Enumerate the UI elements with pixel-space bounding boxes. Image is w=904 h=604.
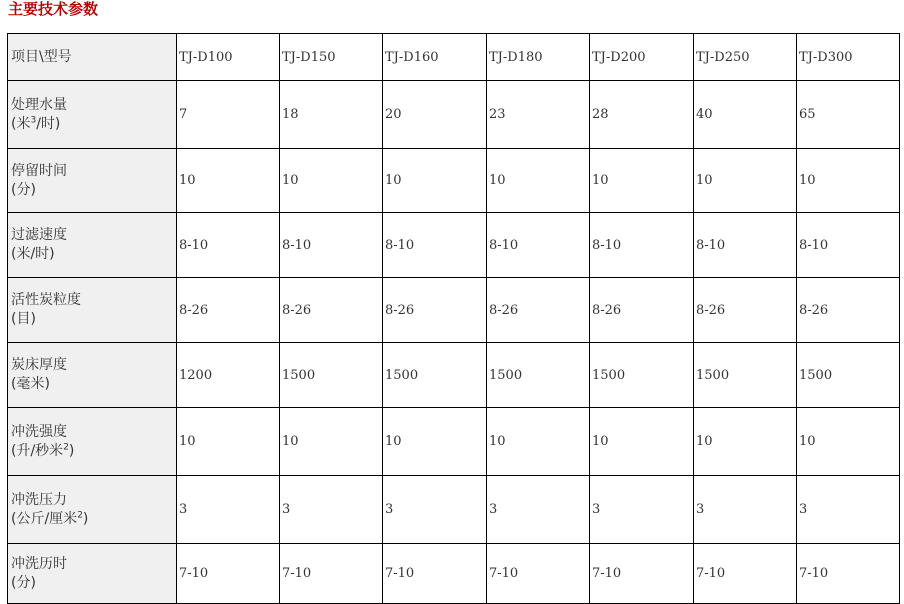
model-header: TJ-D160 — [383, 34, 487, 81]
table-cell: 40 — [694, 81, 797, 149]
table-cell: 23 — [487, 81, 590, 149]
header-label: 项目\型号 — [8, 34, 177, 81]
table-cell: 7-10 — [590, 544, 694, 604]
row-label — [8, 476, 177, 544]
table-cell: 10 — [590, 408, 694, 476]
row-label — [8, 81, 177, 149]
row-label-unit — [11, 115, 176, 134]
unit-text-suffix: ) — [68, 442, 75, 459]
table-cell: 1500 — [590, 343, 694, 408]
table-row — [8, 213, 900, 278]
table-cell: 8-10 — [177, 213, 280, 278]
table-cell: 10 — [590, 149, 694, 213]
table-cell: 10 — [280, 149, 383, 213]
table-cell: 7-10 — [383, 544, 487, 604]
unit-text: (毫米) — [11, 376, 50, 392]
table-cell: 3 — [590, 476, 694, 544]
table-cell: 10 — [487, 408, 590, 476]
model-header: TJ-D180 — [487, 34, 590, 81]
row-label-unit — [11, 375, 176, 394]
table-cell: 1200 — [177, 343, 280, 408]
table-cell: 1500 — [694, 343, 797, 408]
row-label-name: 冲洗强度 — [11, 423, 67, 440]
table-cell: 8-10 — [590, 213, 694, 278]
table-row — [8, 81, 900, 149]
table-cell: 18 — [280, 81, 383, 149]
table-cell: 1500 — [797, 343, 900, 408]
table-cell: 8-26 — [694, 278, 797, 343]
model-header: TJ-D200 — [590, 34, 694, 81]
model-header: TJ-D150 — [280, 34, 383, 81]
table-cell: 8-26 — [590, 278, 694, 343]
row-label-name: 过滤速度 — [11, 227, 67, 243]
row-label-name: 活性炭粒度 — [11, 292, 81, 308]
table-cell: 8-10 — [280, 213, 383, 278]
table-cell: 10 — [280, 408, 383, 476]
table-cell: 1500 — [383, 343, 487, 408]
table-cell: 7 — [177, 81, 280, 149]
table-cell: 3 — [797, 476, 900, 544]
table-cell: 8-26 — [280, 278, 383, 343]
table-cell: 8-10 — [487, 213, 590, 278]
table-cell: 3 — [487, 476, 590, 544]
row-label-name: 炭床厚度 — [11, 357, 67, 373]
table-cell: 20 — [383, 81, 487, 149]
row-label — [8, 343, 177, 408]
unit-text: (米 — [11, 115, 31, 132]
page-title: 主要技术参数 — [8, 0, 99, 18]
row-label-name: 停留时间 — [11, 162, 67, 179]
table-cell: 3 — [694, 476, 797, 544]
table-cell: 3 — [383, 476, 487, 544]
model-header: TJ-D300 — [797, 34, 900, 81]
table-cell: 1500 — [487, 343, 590, 408]
table-cell: 10 — [177, 408, 280, 476]
row-label — [8, 408, 177, 476]
row-label — [8, 149, 177, 213]
table-cell: 8-10 — [694, 213, 797, 278]
unit-text: (分) — [11, 181, 36, 198]
model-header: TJ-D100 — [177, 34, 280, 81]
table-cell: 7-10 — [487, 544, 590, 604]
row-label-unit — [11, 442, 176, 461]
row-label-name: 冲洗历时 — [11, 555, 67, 572]
unit-text: (米/时) — [11, 246, 55, 262]
unit-text-suffix: /时) — [36, 115, 61, 132]
table-cell: 8-10 — [383, 213, 487, 278]
unit-text-suffix: ) — [82, 510, 89, 527]
table-cell: 28 — [590, 81, 694, 149]
table-cell: 10 — [797, 408, 900, 476]
table-cell: 10 — [177, 149, 280, 213]
table-cell: 1500 — [280, 343, 383, 408]
table-cell: 65 — [797, 81, 900, 149]
table-cell: 7-10 — [177, 544, 280, 604]
table-cell: 8-10 — [797, 213, 900, 278]
row-label — [8, 544, 177, 604]
row-label-unit — [11, 574, 176, 593]
table-row — [8, 343, 900, 408]
unit-text: (分) — [11, 574, 36, 591]
row-label — [8, 278, 177, 343]
unit-text: (升/秒米 — [11, 442, 64, 459]
table-cell: 10 — [383, 408, 487, 476]
table-cell: 8-26 — [177, 278, 280, 343]
row-label-name: 处理水量 — [11, 96, 67, 113]
row-label-unit — [11, 245, 176, 264]
table-cell: 3 — [177, 476, 280, 544]
row-label — [8, 213, 177, 278]
unit-superscript: 2 — [63, 441, 69, 452]
unit-superscript: 2 — [77, 509, 83, 520]
table-row — [8, 149, 900, 213]
table-row — [8, 544, 900, 604]
table-cell: 8-26 — [797, 278, 900, 343]
table-cell: 8-26 — [383, 278, 487, 343]
table-cell: 10 — [694, 408, 797, 476]
table-cell: 10 — [694, 149, 797, 213]
row-label-unit — [11, 310, 176, 329]
row-label-name: 冲洗压力 — [11, 491, 67, 508]
unit-text: (目) — [11, 311, 36, 327]
unit-superscript: 3 — [30, 114, 37, 125]
table-cell: 8-26 — [487, 278, 590, 343]
spec-table — [7, 33, 900, 604]
table-cell: 3 — [280, 476, 383, 544]
row-label-unit — [11, 181, 176, 200]
table-cell: 7-10 — [797, 544, 900, 604]
unit-text: (公斤/厘米 — [11, 510, 78, 527]
table-row — [8, 278, 900, 343]
table-cell: 7-10 — [280, 544, 383, 604]
table-cell: 10 — [487, 149, 590, 213]
table-cell: 10 — [383, 149, 487, 213]
table-cell: 7-10 — [694, 544, 797, 604]
header-row — [8, 34, 900, 81]
row-label-unit — [11, 510, 176, 529]
table-row — [8, 476, 900, 544]
table-cell: 10 — [797, 149, 900, 213]
table-row — [8, 408, 900, 476]
model-header: TJ-D250 — [694, 34, 797, 81]
